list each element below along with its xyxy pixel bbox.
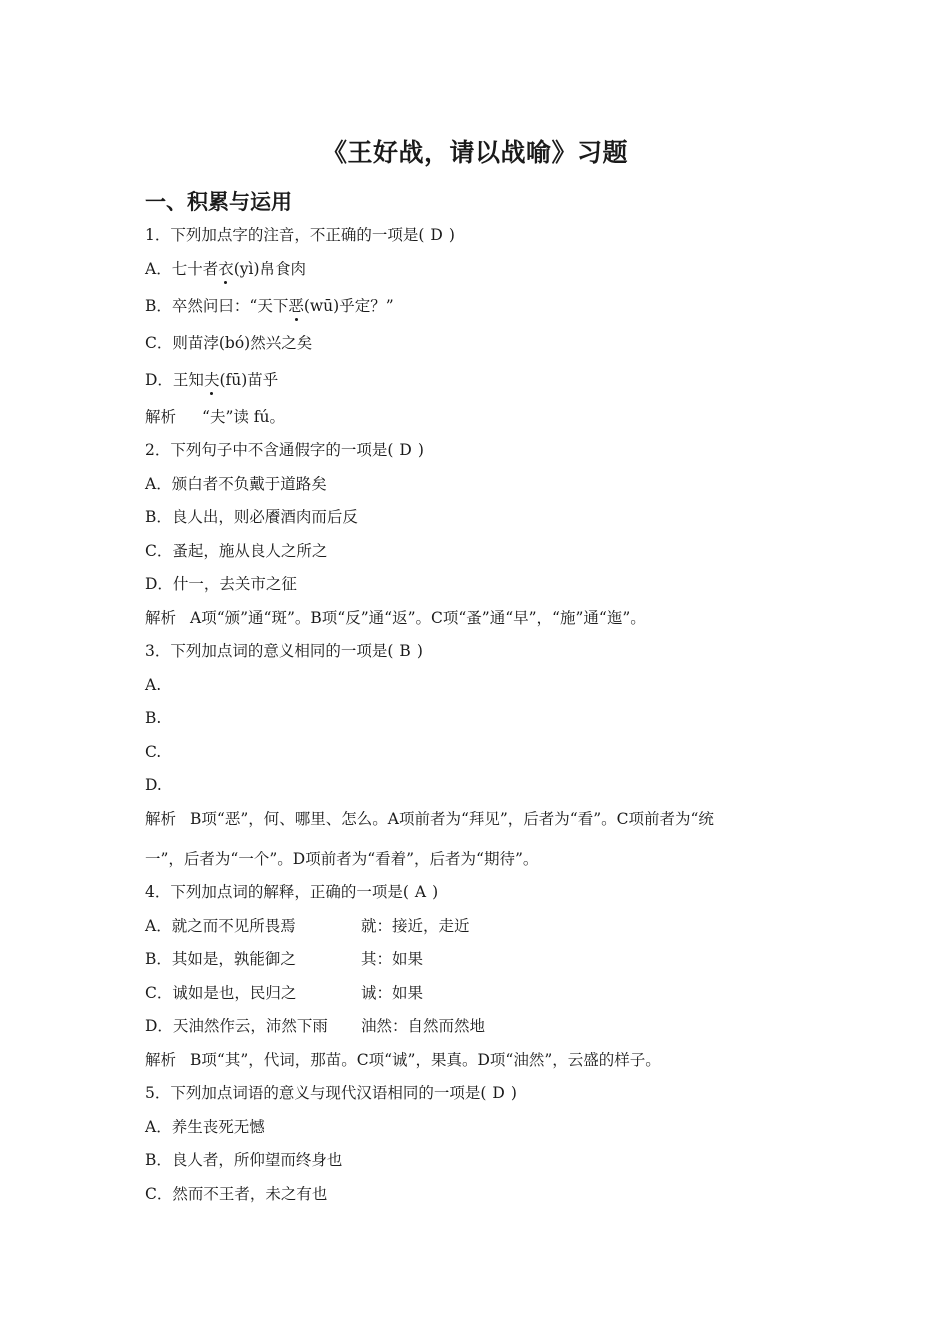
- question-2-text: 2．下列句子中不含通假字的一项是(: [145, 441, 394, 459]
- option-gloss: 诚：如果: [361, 983, 424, 1002]
- question-5-answer: D: [492, 1084, 505, 1102]
- section-heading: 一、积累与运用: [145, 189, 292, 214]
- question-4-answer: A: [414, 883, 427, 901]
- option-d-pre: D．王知: [145, 370, 204, 389]
- option-b-post: (wū)乎定？”: [303, 296, 394, 315]
- question-3-option-c: C.: [145, 742, 162, 761]
- question-2-analysis: [145, 607, 825, 641]
- question-2-stem: [145, 439, 825, 473]
- question-5-text: 5．下列加点词语的意义与现代汉语相同的一项是(: [145, 1084, 487, 1102]
- option-d-post: (fū)苗乎: [219, 370, 279, 389]
- question-4-text: 4．下列加点词的解释，正确的一项是(: [145, 883, 409, 901]
- question-4-analysis: [145, 1049, 825, 1083]
- option-text: B．其如是，孰能御之: [145, 950, 296, 968]
- question-3-answer: B: [399, 642, 411, 660]
- option-gloss: 油然：自然而然地: [361, 1017, 486, 1035]
- question-3-option-d: D.: [145, 776, 162, 794]
- question-2-option-a: A．颁白者不负戴于道路矣: [145, 474, 327, 493]
- question-3-option-b: B.: [145, 709, 162, 727]
- analysis-label: 解析: [145, 608, 177, 627]
- question-1-option-b: [145, 295, 825, 332]
- option-text: D．天油然作云，沛然下雨: [145, 1017, 328, 1035]
- question-1-text: 1．下列加点字的注音，不正确的一项是(: [145, 226, 425, 244]
- question-1-analysis: [145, 406, 825, 440]
- option-text: A．就之而不见所畏焉: [145, 916, 296, 935]
- question-4-stem: [145, 881, 825, 915]
- question-3-stem: [145, 640, 825, 674]
- question-1-close: ): [448, 226, 455, 244]
- option-gloss: 就：接近，走近: [361, 916, 470, 935]
- option-text: C．诚如是也，民归之: [145, 983, 297, 1002]
- question-1-option-d: [145, 369, 825, 406]
- dotted-char: 衣: [218, 259, 234, 278]
- question-3-analysis: [145, 808, 825, 848]
- question-2-option-c: C．蚤起，施从良人之所之: [145, 541, 328, 560]
- question-2-option-d: D．什一，去关市之征: [145, 575, 297, 593]
- question-4-close: ): [432, 883, 439, 901]
- dotted-char: 夫: [203, 370, 220, 389]
- question-4-option-c: [145, 982, 825, 1016]
- analysis-label: 解析: [145, 809, 177, 828]
- question-list: [145, 224, 825, 1216]
- question-1-option-a: [145, 258, 825, 295]
- question-2-option-b: B．良人出，则必餍酒肉而后反: [145, 508, 358, 526]
- analysis-label: 解析: [145, 407, 177, 426]
- question-5-option-c: C．然而不王者，未之有也: [145, 1184, 328, 1203]
- question-1-stem: [145, 224, 825, 258]
- question-4-option-a: [145, 915, 825, 949]
- question-1-answer: D: [430, 226, 443, 244]
- question-3-text: 3．下列加点词的意义相同的一项是(: [145, 642, 394, 660]
- analysis-label: 解析: [145, 1050, 177, 1069]
- question-1-option-c: C．则苗浡(bó)然兴之矣: [145, 333, 313, 352]
- question-5-option-a: A．养生丧死无憾: [145, 1117, 265, 1136]
- question-5-close: ): [510, 1084, 517, 1102]
- question-3-option-a: A.: [145, 675, 162, 694]
- question-3-close: ): [416, 642, 423, 660]
- analysis-text: “夫”读 fú。: [202, 407, 286, 426]
- dotted-char: 恶: [288, 296, 304, 315]
- option-gloss: 其：如果: [361, 950, 424, 968]
- option-a-pre: A．七十者: [145, 259, 219, 278]
- question-5-stem: [145, 1082, 825, 1116]
- question-2-answer: D: [399, 441, 412, 459]
- question-4-option-b: [145, 948, 825, 982]
- option-a-post: (yì)帛食肉: [233, 259, 307, 278]
- question-4-option-d: [145, 1015, 825, 1049]
- analysis-text: A项“颁”通“斑”。B项“反”通“返”。C项“蚤”通“早”，“施”通“迤”。: [190, 608, 646, 627]
- question-2-close: ): [417, 441, 424, 459]
- option-b-pre: B．卒然问曰：“天下: [145, 296, 289, 315]
- question-5-option-b: B．良人者，所仰望而终身也: [145, 1151, 343, 1169]
- question-3-analysis-cont: 一”，后者为“一个”。D项前者为“看着”，后者为“期待”。: [145, 849, 539, 868]
- analysis-text: B项“其”，代词，那苗。C项“诚”，果真。D项“油然”，云盛的样子。: [190, 1050, 661, 1069]
- page-title: 《王好战，请以战喻》习题: [321, 138, 628, 167]
- analysis-text-line-1: B项“恶”，何、哪里、怎么。A项前者为“拜见”，后者为“看”。C项前者为“统: [190, 809, 714, 828]
